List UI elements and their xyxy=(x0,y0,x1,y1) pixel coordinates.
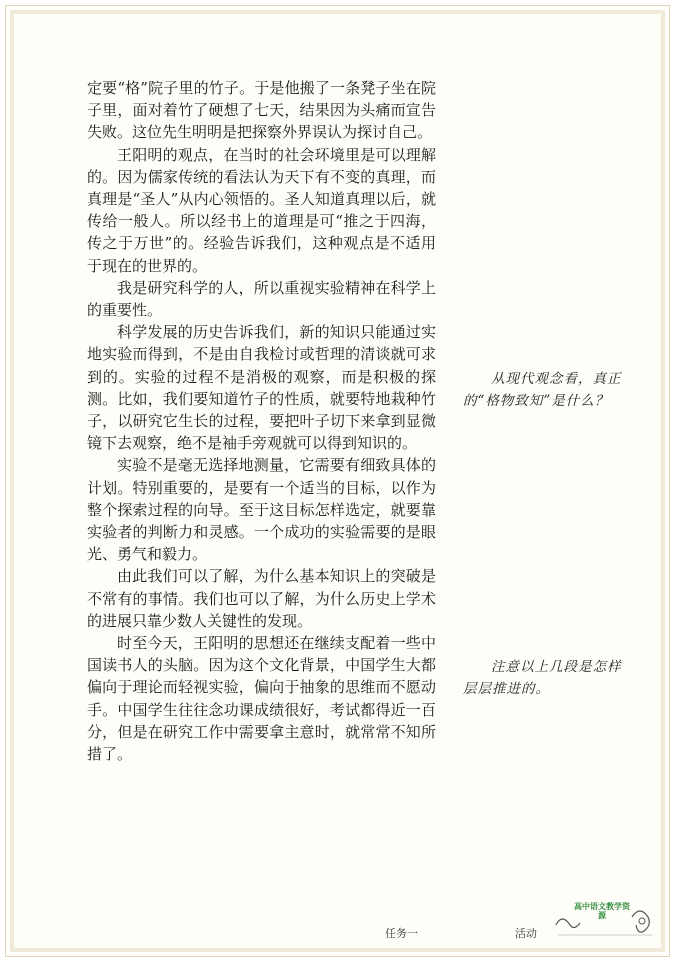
margin-note-2 xyxy=(463,656,633,700)
paragraph-7: 时至今天，王阳明的思想还在继续支配着一些中国读书人的头脑。因为这个文化背景，中国学生大都偏向于理论而轻视实验，偏向于抽象的思维而不愿动手。中国学生往往念功课成绩很好，考试都得近一百分，但是在研究工作中需要拿主意时，就常常不知所措了。 xyxy=(87,634,436,764)
margin-note-1-text: 从现代观念看，真正的“格物致知”是什么？ xyxy=(463,371,622,409)
paragraph-5: 实验不是毫无选择地测量，它需要有细致具体的计划。特别重要的，是要有一个适当的目标，以作为整个探索过程的向导。至于这目标怎样选定，就要靠实验者的判断力和灵感。一个成功的实验需要的是眼光、勇气和毅力。 xyxy=(87,456,436,564)
paragraph-1: 定要“格”院子里的竹子。于是他搬了一条凳子坐在院子里，面对着竹了硬想了七天，结果因为头痛而宣告失败。这位先生明明是把探察外界误认为探讨自己。 xyxy=(87,79,436,142)
paragraph-6: 由此我们可以了解，为什么基本知识上的突破是不常有的事情。我们也可以了解，为什么历史上学术的进展只靠少数人关键性的发现。 xyxy=(87,567,436,630)
margin-note-1 xyxy=(463,368,633,412)
paragraph-3: 我是研究科学的人，所以重视实验精神在科学上的重要性。 xyxy=(87,278,436,320)
publisher-logo-text: 高中语文教学资源 xyxy=(574,902,630,920)
paragraph-2: 王阳明的观点，在当时的社会环境里是可以理解的。因为儒家传统的看法认为天下有不变的真理，而真理是“圣人”从内心领悟的。圣人知道真理以后，就传给一般人。所以经书上的道理是可“推之于四海，传之于万世”的。经验告诉我们，这种观点是不适用于现在的世界的。 xyxy=(87,145,436,275)
margin-note-2-text: 注意以上几段是怎样层层推进的。 xyxy=(463,659,622,697)
main-text-column xyxy=(87,77,436,765)
footer-task-label: 任务一 xyxy=(385,927,418,940)
footer-activity-label: 活动 xyxy=(515,927,537,940)
paragraph-4: 科学发展的历史告诉我们，新的知识只能通过实地实验而得到，不是由自我检讨或哲理的清谈就可求到的。实验的过程不是消极的观察，而是积极的探测。比如，我们要知道竹子的性质，就要特地栽种竹子，以研究它生长的过程，要把叶子切下来拿到显微镜下去观察，绝不是袖手旁观就可以得到知识的。 xyxy=(87,323,436,453)
